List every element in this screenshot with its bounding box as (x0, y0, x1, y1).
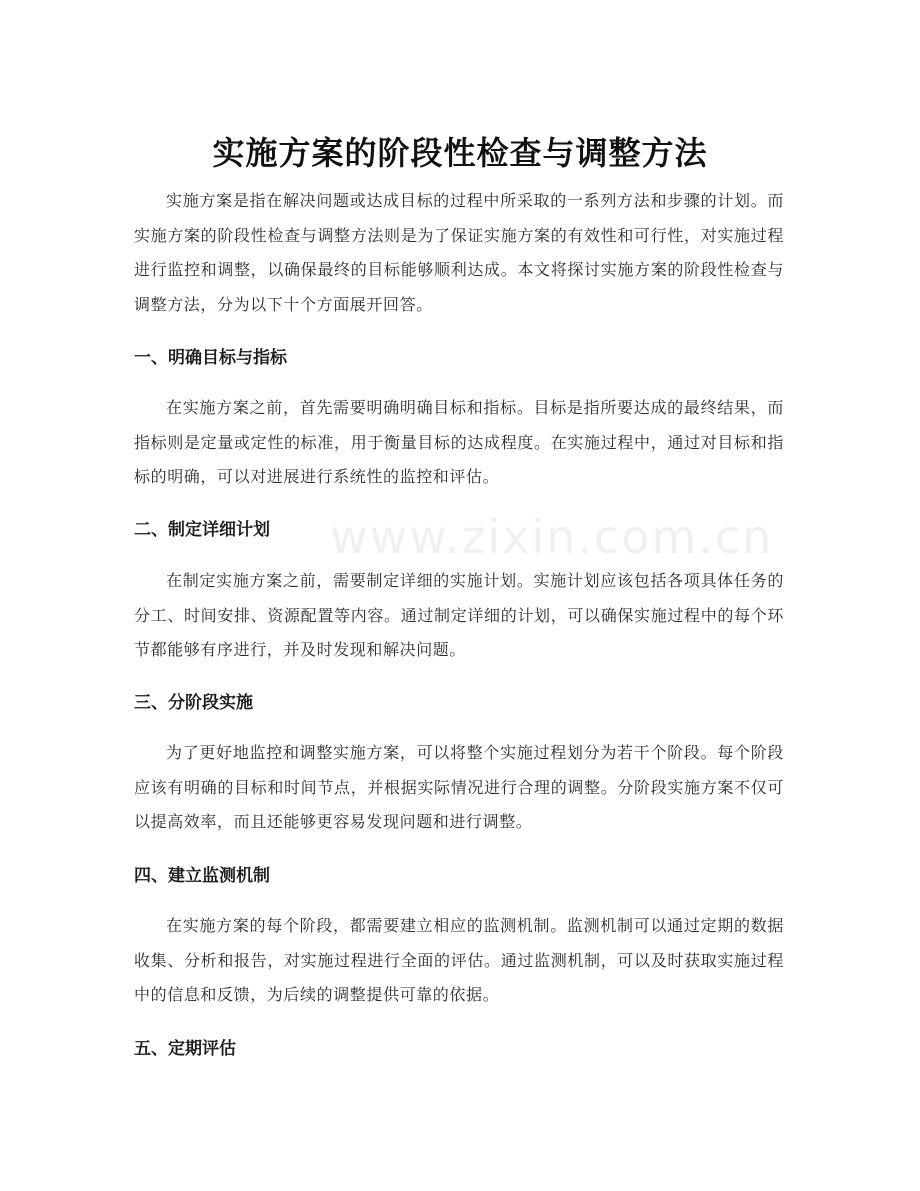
section-heading-4: 四、建立监测机制 (134, 866, 270, 886)
section-heading-3: 三、分阶段实施 (134, 693, 253, 713)
section-heading-1: 一、明确目标与指标 (134, 348, 287, 368)
section-body-2: 在制定实施方案之前，需要制定详细的实施计划。实施计划应该包括各项具体任务的分工、时间安排、资源配置等内容。通过制定详细的计划，可以确保实施过程中的每个环节都能够有序进行，并及时发现和解决问题。 (134, 571, 784, 659)
section-heading-2: 二、制定详细计划 (134, 520, 270, 540)
intro-paragraph: 实施方案是指在解决问题或达成目标的过程中所采取的一系列方法和步骤的计划。而实施方案的阶段性检查与调整方法则是为了保证实施方案的有效性和可行性，对实施过程进行监控和调整，以确保最终的目标能够顺利达成。本文将探讨实施方案的阶段性检查与调整方法，分为以下十个方面展开回答。 (134, 191, 784, 314)
section-body-4: 在实施方案的每个阶段，都需要建立相应的监测机制。监测机制可以通过定期的数据收集、分析和报告，对实施过程进行全面的评估。通过监测机制，可以及时获取实施过程中的信息和反馈，为后续的调整提供可靠的依据。 (134, 916, 784, 1004)
section-body-1: 在实施方案之前，首先需要明确明确目标和指标。目标是指所要达成的最终结果，而指标则是定量或定性的标准，用于衡量目标的达成程度。在实施过程中，通过对目标和指标的明确，可以对进展进行系统性的监控和评估。 (134, 398, 784, 486)
document-title: 实施方案的阶段性检查与调整方法 (212, 134, 708, 173)
watermark: www.zixin.com.cn (330, 510, 774, 564)
section-body-3: 为了更好地监控和调整实施方案，可以将整个实施过程划分为若干个阶段。每个阶段应该有明确的目标和时间节点，并根据实际情况进行合理的调整。分阶段实施方案不仅可以提高效率，而且还能够更容易发现问题和进行调整。 (134, 743, 784, 831)
section-heading-5: 五、定期评估 (134, 1039, 236, 1059)
